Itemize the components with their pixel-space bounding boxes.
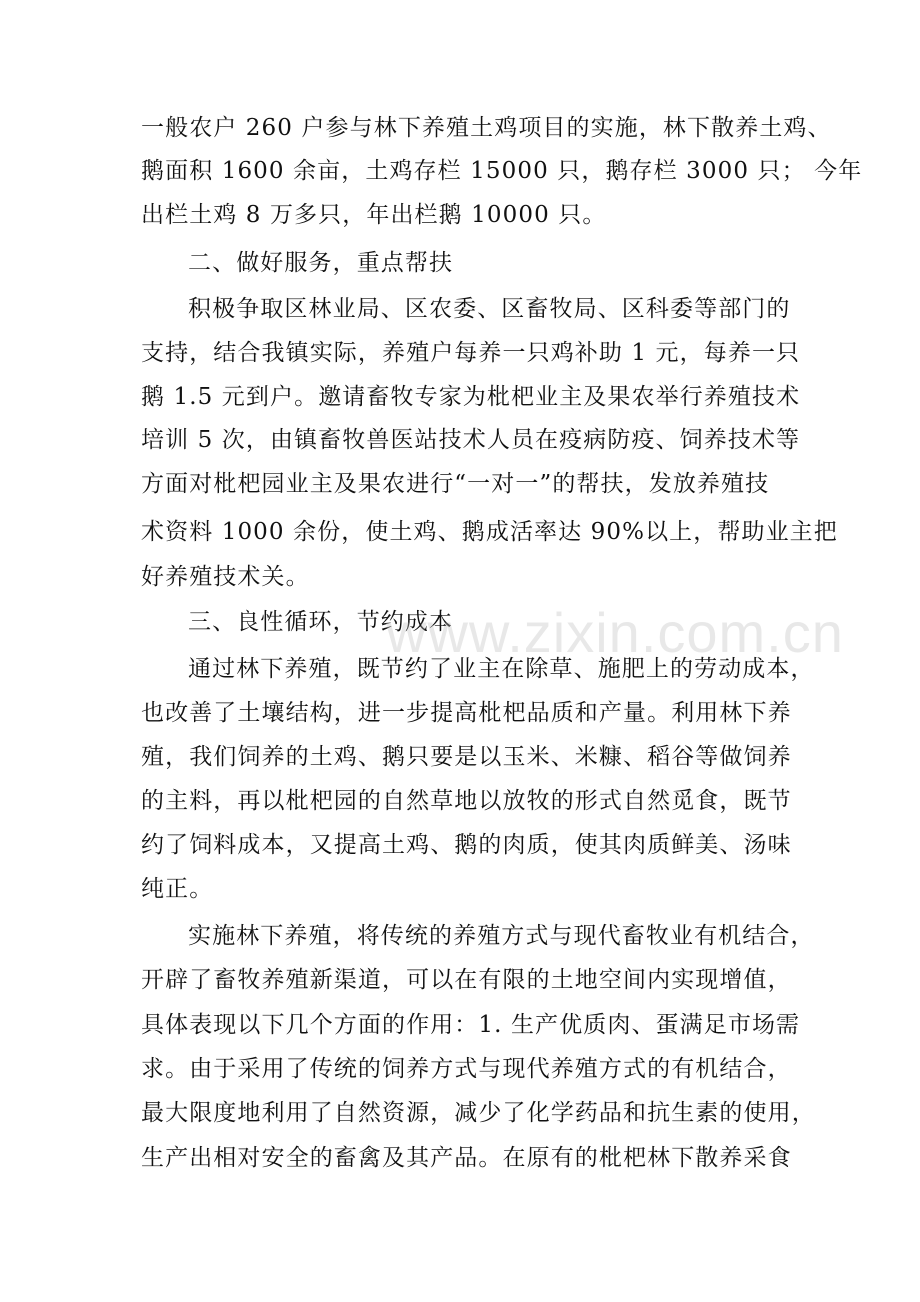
text-line: 方面对枇杷园业主及果农进行“一对一”的帮扶，发放养殖技 [141, 471, 770, 497]
text-line: 出栏土鸡 8 万多只，年出栏鹅 10000 只。 [141, 202, 607, 228]
text-line: 殖，我们饲养的土鸡、鹅只要是以玉米、米糠、稻谷等做饲养 [141, 744, 792, 770]
text-line: 具体表现以下几个方面的作用：1. 生产优质肉、蛋满足市场需 [141, 1012, 801, 1038]
text-line: 鹅面积 1600 余亩，土鸡存栏 15000 只，鹅存栏 3000 只； 今年 [141, 158, 863, 184]
section-heading: 二、做好服务，重点帮扶 [188, 250, 454, 276]
text-line: 鹅 1.5 元到户。邀请畜牧专家为枇杷业主及果农举行养殖技术 [141, 384, 801, 410]
text-line: 支持，结合我镇实际，养殖户每养一只鸡补助 1 元，每养一只 [141, 340, 801, 366]
text-line: 实施林下养殖，将传统的养殖方式与现代畜牧业有机结合， [188, 923, 815, 949]
text-line: 通过林下养殖，既节约了业主在除草、施肥上的劳动成本， [188, 656, 815, 682]
text-line: 的主料，再以枇杷园的自然草地以放牧的形式自然觅食，既节 [141, 788, 792, 814]
text-line: 术资料 1000 余份，使土鸡、鹅成活率达 90%以上，帮助业主把 [141, 519, 838, 545]
text-line: 积极争取区林业局、区农委、区畜牧局、区科委等部门的 [188, 296, 791, 322]
text-line: 最大限度地利用了自然资源，减少了化学药品和抗生素的使用， [141, 1100, 816, 1126]
text-line: 约了饲料成本，又提高土鸡、鹅的肉质，使其肉质鲜美、汤味 [141, 832, 792, 858]
watermark: www.zixin.com.cn [386, 601, 844, 664]
text-line: 纯正。 [141, 876, 214, 902]
text-line: 开辟了畜牧养殖新渠道，可以在有限的土地空间内实现增值， [141, 967, 792, 993]
text-line: 求。由于采用了传统的饲养方式与现代养殖方式的有机结合， [141, 1056, 792, 1082]
text-line: 生产出相对安全的畜禽及其产品。在原有的枇杷林下散养采食 [141, 1145, 792, 1171]
text-line: 一般农户 260 户参与林下养殖土鸡项目的实施，林下散养土鸡、 [141, 115, 832, 141]
section-heading: 三、良性循环，节约成本 [188, 609, 454, 635]
text-line: 也改善了土壤结构，进一步提高枇杷品质和产量。利用林下养 [141, 700, 792, 726]
text-line: 好养殖技术关。 [141, 564, 310, 590]
text-line: 培训 5 次，由镇畜牧兽医站技术人员在疫病防疫、饲养技术等 [141, 427, 801, 453]
